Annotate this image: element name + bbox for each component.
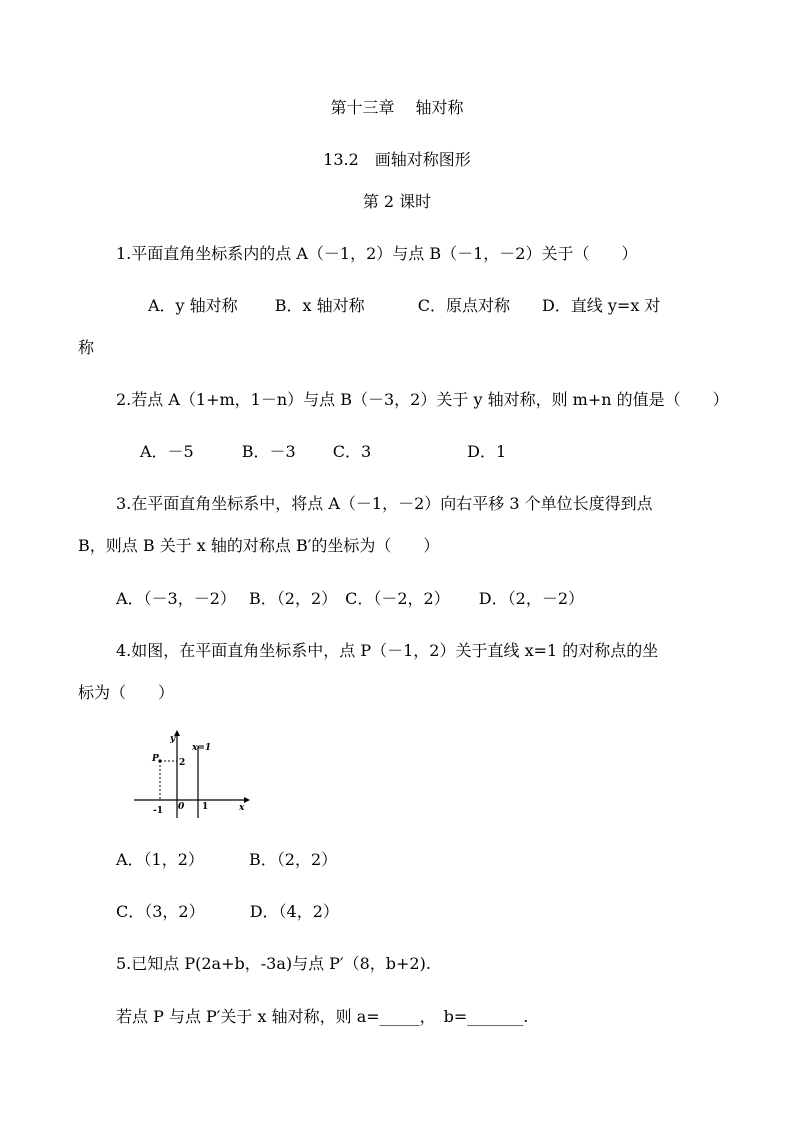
question-5-stem: 5.已知点 P(2a+b，-3a)与点 P′（8，b+2).: [116, 954, 431, 973]
lesson-title: 第 2 课时: [362, 192, 432, 211]
question-1-options: A．y 轴对称 B．x 轴对称 C．原点对称 D．直线 y=x 对: [148, 296, 661, 315]
question-4-options-2: C．（3，2） D．（4，2）: [116, 902, 339, 921]
x-axis-label: x: [239, 803, 245, 813]
question-4-options: A．（1，2） B．（2，2）: [116, 850, 338, 869]
question-4-figure: [130, 728, 252, 820]
question-2-options: A．－5 B．－3 C．3 D．1: [140, 442, 507, 461]
tick-label-2: 2: [179, 758, 186, 768]
tick-label-1: 1: [202, 802, 209, 812]
point-p-label: P: [152, 754, 159, 764]
question-1-options-wrap: 称: [78, 338, 95, 357]
point-p: [158, 759, 161, 762]
coordinate-plane-figure: [130, 728, 252, 820]
chapter-title: 第十三章 轴对称: [330, 98, 464, 117]
x-axis-arrow: [244, 797, 250, 803]
question-3-options: A．（－3，－2） B．（2，2） C．（－2，2） D．（2，－2）: [116, 589, 584, 608]
question-3-stem-wrap: B，则点 B 关于 x 轴的对称点 B′的坐标为（ ）: [78, 536, 440, 555]
question-2-stem: 2.若点 A（1+m，1－n）与点 B（－3，2）关于 y 轴对称，则 m+n 的值是（ ）: [116, 390, 729, 409]
question-1-stem: 1.平面直角坐标系内的点 A（－1，2）与点 B（－1，－2）关于（ ）: [116, 244, 638, 263]
question-4-stem-wrap: 标为（ ）: [78, 683, 175, 702]
origin-label: 0: [178, 802, 185, 812]
tick-label-neg1: -1: [153, 806, 163, 816]
question-3-stem: 3.在平面直角坐标系中，将点 A（－1，－2）向右平移 3 个单位长度得到点: [116, 494, 653, 513]
y-axis-label: y: [170, 734, 176, 744]
question-4-stem: 4.如图，在平面直角坐标系中，点 P（－1，2）关于直线 x=1 的对称点的坐: [116, 641, 659, 660]
question-5-subquestion: 若点 P 与点 P′关于 x 轴对称，则 a=_____， b=_______.: [116, 1007, 529, 1026]
line-label: x=1: [192, 743, 212, 753]
section-title: 13.2 画轴对称图形: [323, 150, 471, 169]
